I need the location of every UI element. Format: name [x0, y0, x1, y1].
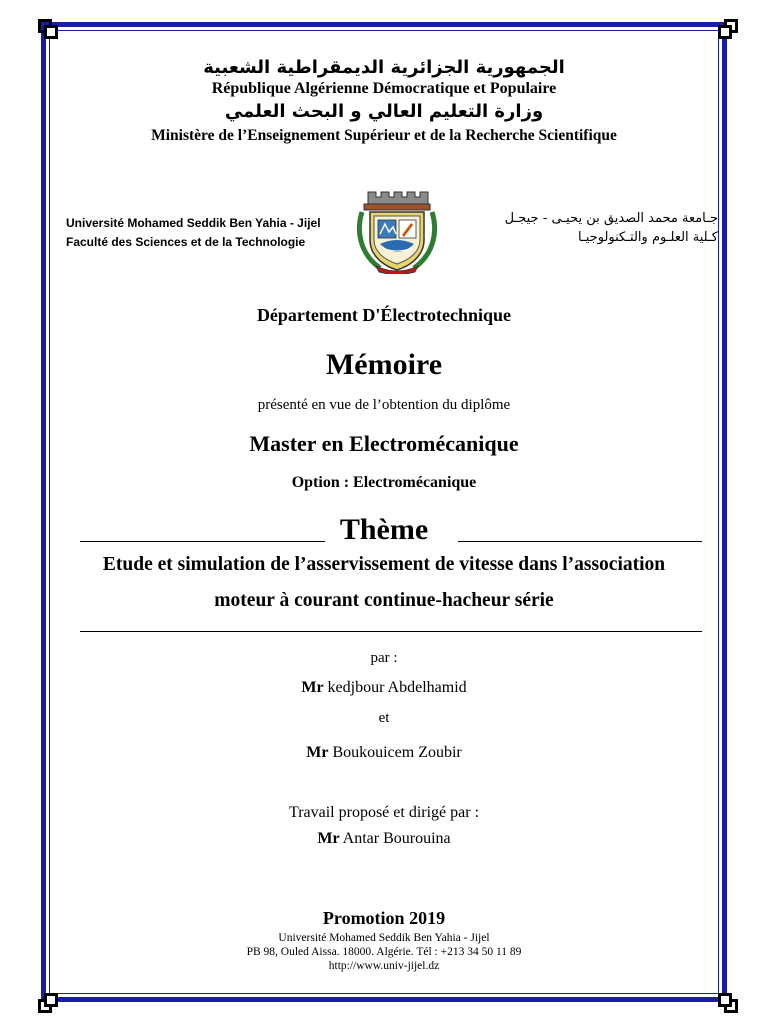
corner-ornament-bottom-right	[714, 989, 744, 1019]
french-ministry-heading: Ministère de l’Enseignement Supérieur et de la Recherche Scientifique	[151, 127, 617, 144]
author-2	[0, 744, 768, 762]
footer-address: PB 98, Ouled Aissa. 18000. Algérie. Tél : +213 34 50 11 89	[246, 946, 522, 958]
presented-text: présenté en vue de l’obtention du diplôme	[257, 397, 511, 413]
university-crest-icon	[354, 186, 440, 274]
option-text: Option : Electromécanique	[291, 474, 477, 491]
footer-website: http://www.univ-jijel.dz	[328, 960, 440, 972]
department-title: Département D'Électrotechnique	[256, 305, 512, 325]
corner-ornament-top-right	[714, 19, 744, 49]
arabic-ministry-heading: وزارة التعليم العالي و البحث العلمي	[224, 101, 544, 122]
supervisor	[0, 830, 768, 848]
supervised-by-label: Travail proposé et dirigé par :	[288, 804, 480, 821]
page-border-inner	[49, 30, 719, 994]
university-name-french	[66, 214, 321, 252]
theme-heading: Thème	[339, 513, 429, 546]
and-label: et	[378, 710, 390, 726]
footer-university: Université Mohamed Seddik Ben Yahia - Jijel	[278, 932, 490, 944]
by-label: par :	[370, 650, 398, 666]
title-divider	[80, 631, 702, 632]
corner-ornament-top-left	[38, 19, 68, 49]
supervisor-name: Antar Bourouina	[339, 830, 451, 847]
faculty-name-line: Faculté des Sciences et de la Technologie	[66, 235, 306, 249]
title-mr: Mr	[301, 679, 324, 696]
author-2-name: Boukouicem Zoubir	[328, 744, 462, 761]
french-republic-heading: République Algérienne Démocratique et Populaire	[211, 80, 557, 97]
arabic-republic-heading: الجمهورية الجزائرية الديمقراطية الشعبية	[203, 57, 565, 78]
promotion-year: Promotion 2019	[322, 908, 446, 928]
thesis-title-line-1: Etude et simulation de l’asservissement de vitesse dans l’association	[102, 554, 666, 575]
author-1	[0, 679, 768, 697]
degree-title: Master en Electromécanique	[249, 431, 519, 456]
faculty-name-arabic-line: كـلية العلـوم والتـكنولوجيـا	[578, 230, 718, 245]
title-mr: Mr	[317, 830, 340, 847]
university-name-arabic-line: جـامعة محمد الصديق بن يحيـى - جيجـل	[504, 211, 718, 226]
thesis-title-line-2: moteur à courant continue-hacheur série	[214, 590, 554, 611]
university-name-arabic	[458, 209, 718, 247]
corner-ornament-bottom-left	[38, 989, 68, 1019]
author-1-name: kedjbour Abdelhamid	[323, 679, 467, 696]
document-type-title: Mémoire	[325, 348, 443, 381]
university-name-line: Université Mohamed Seddik Ben Yahia - Jijel	[66, 216, 321, 230]
title-mr: Mr	[306, 744, 329, 761]
